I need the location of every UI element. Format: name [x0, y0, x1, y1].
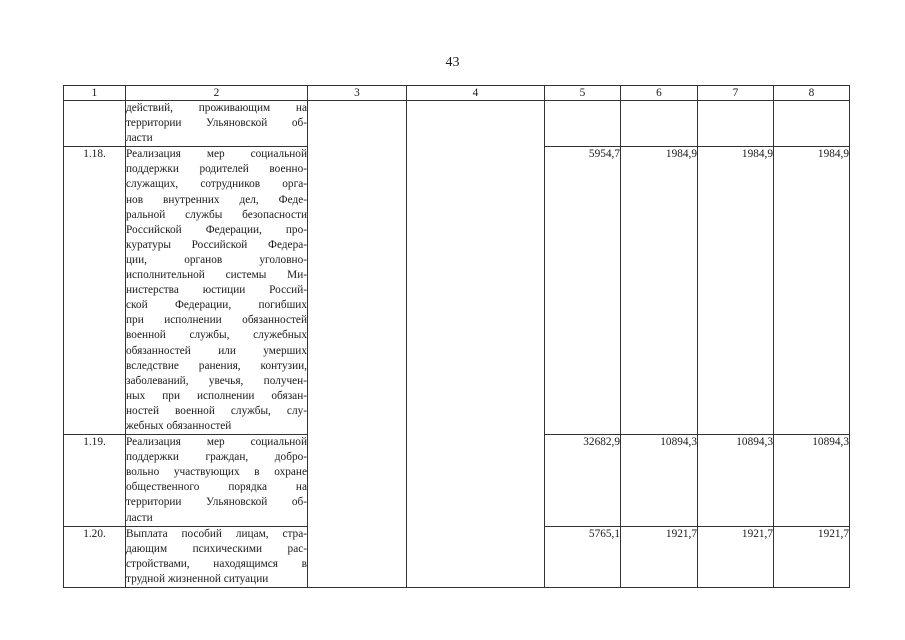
col-header-7: 7 [698, 86, 774, 101]
desc-line: обязанностей или умерших [126, 344, 307, 357]
desc-line: Реализация мер социальной [126, 148, 307, 161]
col4-merged-cell [407, 101, 545, 588]
desc-line: ральной службы безопасности [126, 208, 307, 221]
desc-line: Реализация мер социальной [126, 436, 307, 449]
col-header-6: 6 [621, 86, 698, 101]
value-col8: 1984,9 [774, 147, 850, 435]
desc-line: ской Федерации, погибших [126, 299, 307, 312]
value-col8: 10894,3 [774, 435, 850, 527]
header-row [64, 86, 850, 101]
col-header-5: 5 [545, 86, 621, 101]
desc-line: трудной жизненной ситуации [126, 572, 269, 585]
desc-line: Выплата пособий лицам, стра- [126, 527, 307, 540]
value-col7 [698, 101, 774, 147]
desc-line: ных при исполнении обязан- [126, 389, 307, 402]
desc-line: ласти [126, 132, 153, 145]
col-header-4: 4 [407, 86, 545, 101]
row-description [126, 526, 308, 587]
value-col6 [621, 101, 698, 147]
desc-line: исполнительной системы Ми- [126, 269, 307, 282]
budget-table [63, 85, 850, 588]
desc-line: служащих, сотрудников орга- [126, 178, 307, 191]
col3-merged-cell [308, 101, 407, 588]
desc-line: ностей военной службы, слу- [126, 404, 307, 417]
value-col5 [545, 101, 621, 147]
value-col6: 10894,3 [621, 435, 698, 527]
desc-line: нов внутренних дел, Феде- [126, 193, 307, 206]
desc-line: поддержки граждан, добро- [126, 451, 307, 464]
desc-line: стройствами, находящимся в [126, 557, 307, 570]
page-number: 43 [445, 55, 460, 70]
value-col6: 1921,7 [621, 526, 698, 587]
row-number: 1.18. [64, 147, 126, 435]
table-row [64, 101, 850, 147]
col-header-8: 8 [774, 86, 850, 101]
row-description [126, 101, 308, 147]
desc-line: территории Ульяновской об- [126, 496, 307, 509]
value-col7: 1984,9 [698, 147, 774, 435]
desc-line: при исполнении обязанностей [126, 314, 307, 327]
value-col6: 1984,9 [621, 147, 698, 435]
desc-line: территории Ульяновской об- [126, 117, 307, 130]
desc-line: действий, проживающим на [126, 102, 307, 114]
row-number: 1.19. [64, 435, 126, 527]
value-col8 [774, 101, 850, 147]
desc-line: куратуры Российской Федера- [126, 238, 307, 251]
row-description [126, 435, 308, 527]
col-header-3: 3 [308, 86, 407, 101]
value-col8: 1921,7 [774, 526, 850, 587]
value-col7: 1921,7 [698, 526, 774, 587]
value-col5: 5765,1 [545, 526, 621, 587]
desc-line: заболеваний, увечья, получен- [126, 374, 307, 387]
desc-line: ции, органов уголовно- [126, 253, 307, 266]
desc-line: жебных обязанностей [126, 419, 232, 432]
desc-line: дающим психическими рас- [126, 542, 307, 555]
col-header-2: 2 [126, 86, 308, 101]
desc-line: нистерства юстиции Россий- [126, 284, 307, 297]
desc-line: вследствие ранения, контузии, [126, 359, 307, 372]
desc-line: военной службы, служебных [126, 329, 307, 342]
row-description [126, 147, 308, 435]
value-col5: 32682,9 [545, 435, 621, 527]
desc-line: ласти [126, 511, 153, 524]
desc-line: вольно участвующих в охране [126, 466, 307, 479]
value-col5: 5954,7 [545, 147, 621, 435]
row-number: 1.20. [64, 526, 126, 587]
desc-line: общественного порядка на [126, 481, 307, 494]
row-number [64, 101, 126, 147]
desc-line: Российской Федерации, про- [126, 223, 307, 236]
desc-line: поддержки родителей военно- [126, 163, 307, 176]
value-col7: 10894,3 [698, 435, 774, 527]
col-header-1: 1 [64, 86, 126, 101]
